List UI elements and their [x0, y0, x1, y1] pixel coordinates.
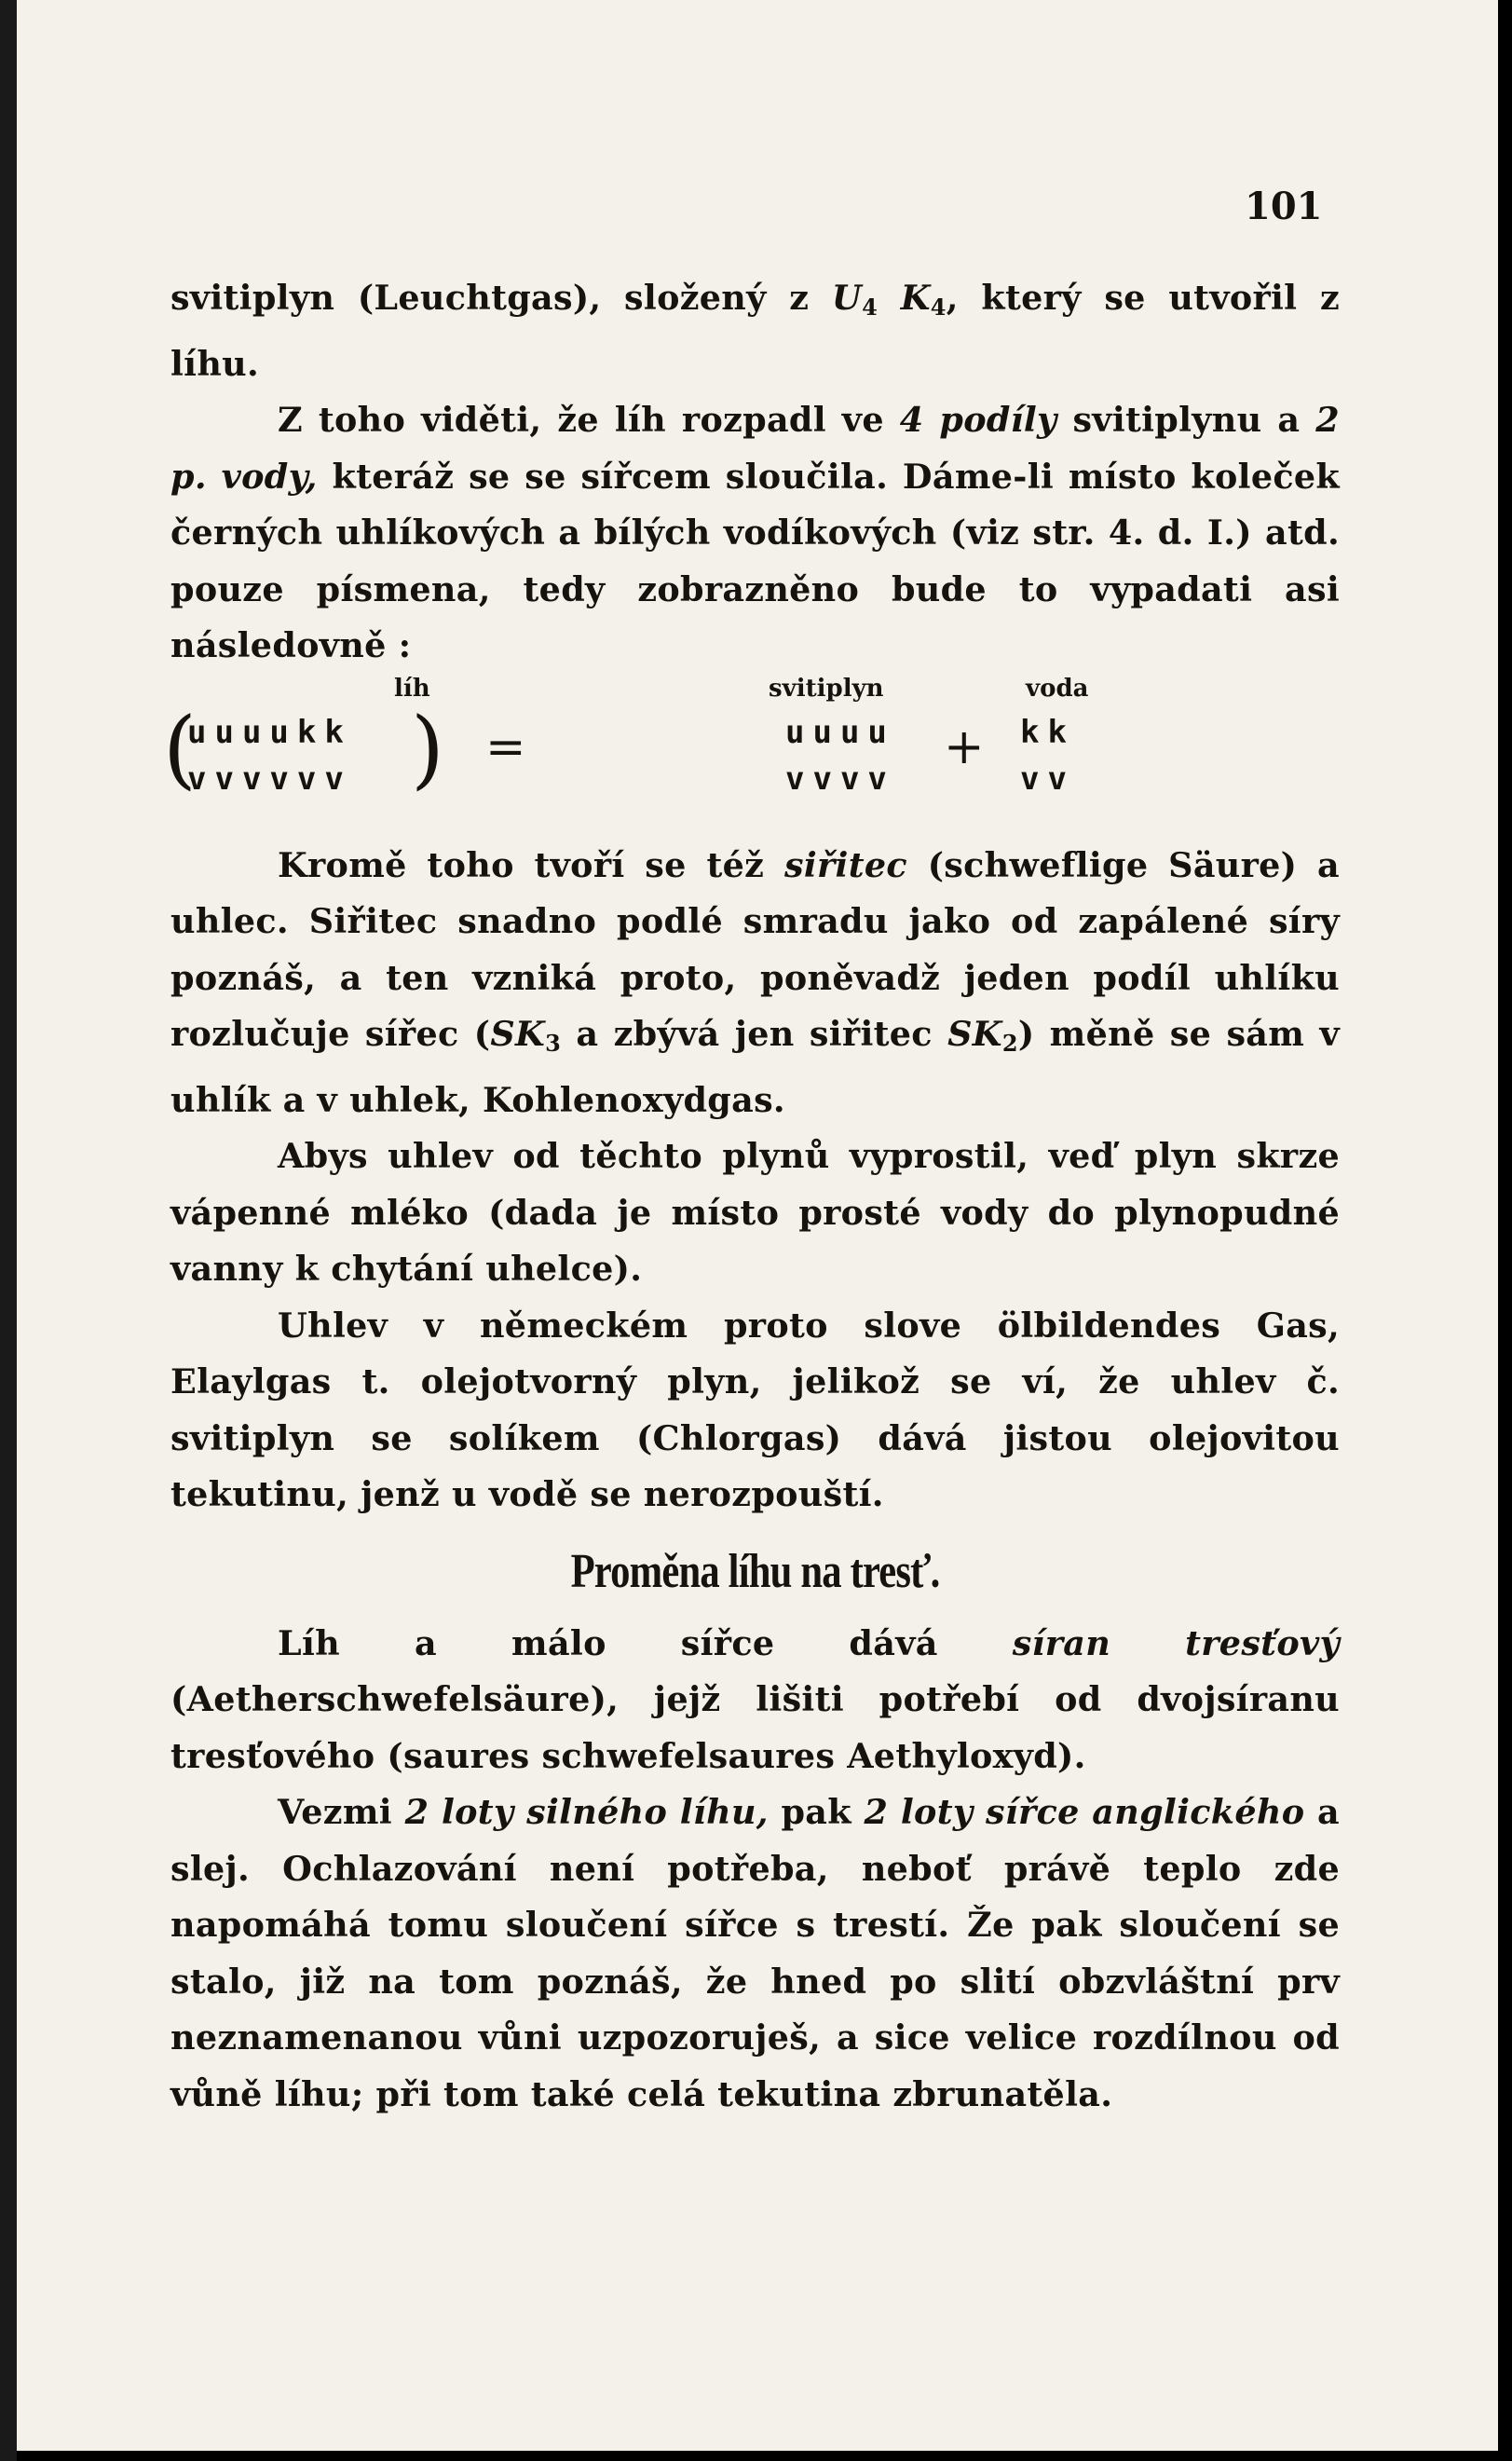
paragraphs-bottom	[170, 1616, 1340, 2124]
formula-lih-bottom: vvvvvv	[187, 759, 352, 798]
page-number: 101	[1245, 185, 1323, 228]
formula-label-voda: voda	[1026, 674, 1089, 703]
chemical-formula	[163, 674, 1340, 838]
paragraphs-mid	[170, 838, 1340, 1524]
italic-run: SK	[490, 1014, 546, 1054]
text-run: a slej. Ochlazování není potřeba, neboť právě teplo zde napomáhá tomu sloučení sířce s trestí. Že pak sloučení se stalo, již na tom poznáš, že hned po slití obzvláštní prv neznamenanou vůni uzpozoruješ, a sice velice rozdílnou od vůně líhu; při tom také celá tekutina zbrunatěla.	[170, 1792, 1340, 2114]
italic-run: 2 p. vody,	[170, 400, 1340, 497]
subscript: 4	[862, 294, 879, 321]
right-brace: )	[411, 698, 444, 799]
text-run: Vezmi	[278, 1792, 405, 1832]
text-run: Abys uhlev od těchto plynů vyprostil, veď plyn skrze vápenné mléko (dada je místo prosté vody do plynopudné vanny k chytání uhelce).	[170, 1136, 1340, 1289]
text-run: svitiplynu a	[1056, 400, 1316, 440]
subscript: 3	[545, 1030, 562, 1057]
equals-sign: =	[485, 718, 526, 775]
paragraphs-top	[170, 270, 1340, 675]
text-run: Líh a málo sířce dává	[278, 1622, 1013, 1663]
formula-lih-top: uuuukk	[187, 713, 352, 751]
text-run: svitiplyn (Leuchtgas), složený z	[170, 278, 832, 318]
scan-edge	[0, 0, 17, 2461]
italic-run: 2 loty silného líhu,	[404, 1792, 769, 1832]
book-page	[17, 0, 1498, 2451]
italic-run: U	[831, 278, 863, 318]
text-run: (schweflige Säure) a uhlec. Siřitec snadno podlé smradu jako od zapálené síry poznáš, a ten vzniká proto, poněvadž jeden podíl uhlíku rozlučuje sířec (	[170, 844, 1340, 1054]
italic-run: 2 loty sířce anglického	[864, 1792, 1305, 1832]
section-heading: Proměna líhu na tresť.	[570, 1544, 940, 1598]
text-run: pak	[768, 1792, 865, 1832]
italic-run: siřitec	[783, 844, 907, 885]
paragraph	[170, 270, 1340, 392]
subscript: 4	[930, 294, 947, 321]
italic-run: SK	[947, 1014, 1002, 1054]
text-run: (Aetherschwefelsäure), jejž lišiti potřebí od dvojsíranu tresťového (saures schwefelsaures Aethyloxyd).	[170, 1679, 1340, 1776]
paragraph	[170, 838, 1340, 1129]
text-run	[878, 278, 901, 318]
left-brace: (	[163, 698, 197, 799]
formula-svit-top: uuuu	[785, 713, 895, 751]
text-body	[163, 270, 1340, 2123]
italic-run: K	[900, 278, 931, 318]
paragraph	[170, 1298, 1340, 1524]
text-run: ) měně se sám v uhlík a v uhlek, Kohlenoxydgas.	[170, 1014, 1340, 1120]
paragraph	[170, 1784, 1340, 2123]
text-run: a zbývá jen siřitec	[561, 1014, 948, 1054]
text-run: Z toho viděti, že líh rozpadl ve	[278, 400, 900, 440]
paragraph	[170, 1128, 1340, 1298]
text-run: , který se utvořil z líhu.	[170, 278, 1340, 384]
italic-run: síran tresťový	[1012, 1622, 1340, 1663]
formula-label-svitiplyn: svitiplyn	[769, 674, 884, 703]
formula-voda-top: kk	[1020, 713, 1075, 751]
text-run: Kromě toho tvoří se též	[278, 844, 784, 885]
italic-run: 4 podíly	[899, 400, 1057, 440]
formula-voda-bottom: vv	[1020, 759, 1075, 798]
paragraph	[170, 1616, 1340, 1785]
text-run: Uhlev v německém proto slove ölbildendes Gas, Elaylgas t. olejotvorný plyn, jelikož se ví, že uhlev č. svitiplyn se solíkem (Chlorgas) dává jistou olejovitou tekutinu, jenž u vodě se nerozpouští.	[170, 1305, 1340, 1514]
formula-svit-bottom: vvvv	[785, 759, 895, 798]
plus-sign: +	[944, 718, 985, 775]
subscript: 2	[1001, 1030, 1018, 1057]
formula-label-lih: líh	[394, 674, 430, 703]
text-run: kteráž se se sířcem sloučila. Dáme-li místo koleček černých uhlíkových a bílých vodíkových (viz str. 4. d. I.) atd. pouze písmena, tedy zobrazněno bude to vypadati asi následovně :	[170, 456, 1340, 665]
paragraph	[170, 392, 1340, 675]
